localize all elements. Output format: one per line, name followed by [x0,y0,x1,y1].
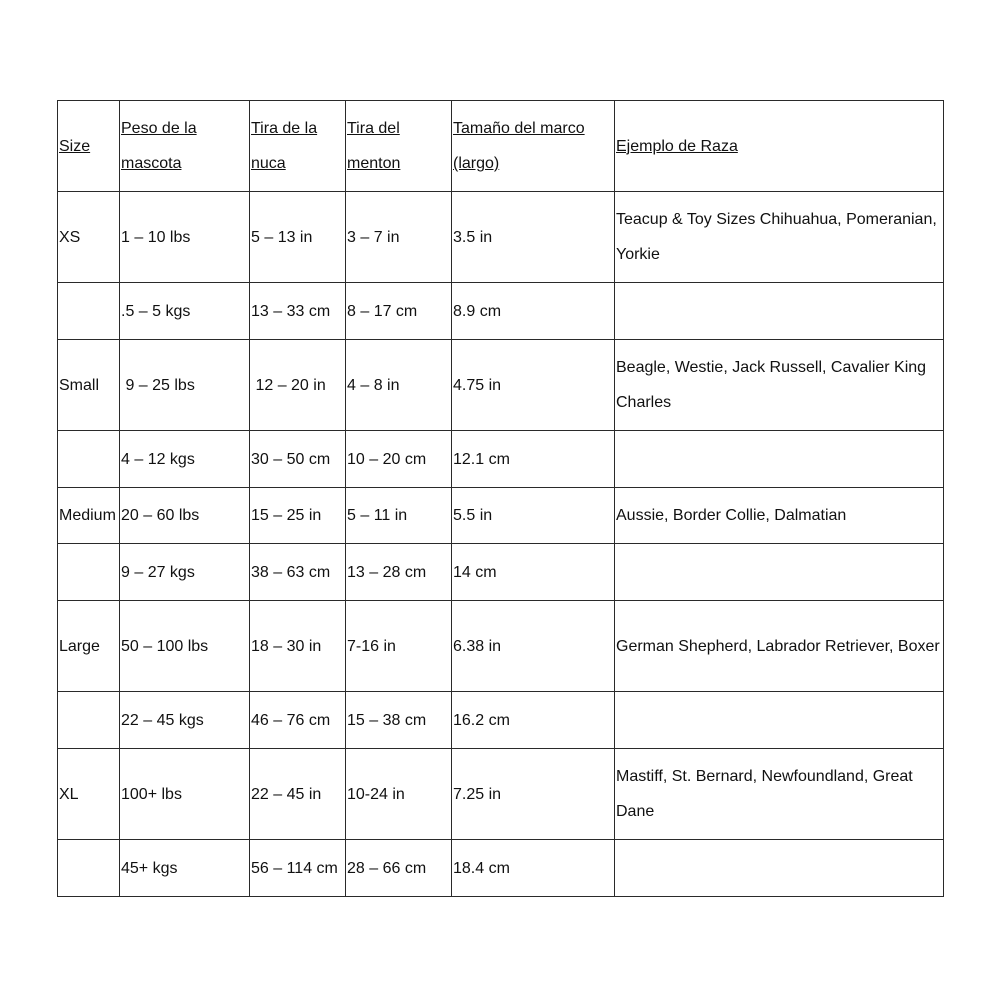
frame-cm-cell: 12.1 cm [452,431,615,488]
header-size: Size [58,101,120,192]
size-cell-empty [58,431,120,488]
nape-cm-cell: 56 – 114 cm [250,840,346,897]
size-cell-empty [58,692,120,749]
nape-cm-cell: 38 – 63 cm [250,544,346,601]
weight-lbs-cell: 1 – 10 lbs [120,192,250,283]
size-chart-table [57,100,944,897]
chin-cm-cell: 10 – 20 cm [346,431,452,488]
header-breed-example: Ejemplo de Raza [615,101,944,192]
header-nape-strap: Tira de la nuca [250,101,346,192]
size-cell: Small [58,340,120,431]
chin-cm-cell: 15 – 38 cm [346,692,452,749]
weight-lbs-cell: 20 – 60 lbs [120,488,250,544]
breeds-cell-empty [615,840,944,897]
weight-lbs-cell: 100+ lbs [120,749,250,840]
nape-in-cell: 15 – 25 in [250,488,346,544]
table-row-metric [58,840,944,897]
table-row-metric [58,692,944,749]
chin-in-cell: 5 – 11 in [346,488,452,544]
breeds-cell-empty [615,544,944,601]
table-row-metric [58,544,944,601]
nape-cm-cell: 30 – 50 cm [250,431,346,488]
table-row [58,601,944,692]
table-row-metric [58,283,944,340]
breeds-cell: Teacup & Toy Sizes Chihuahua, Pomeranian, Yorkie [615,192,944,283]
weight-lbs-cell: 50 – 100 lbs [120,601,250,692]
nape-in-cell: 12 – 20 in [250,340,346,431]
breeds-cell: Aussie, Border Collie, Dalmatian [615,488,944,544]
frame-in-cell: 7.25 in [452,749,615,840]
size-cell-empty [58,840,120,897]
frame-in-cell: 3.5 in [452,192,615,283]
header-pet-weight: Peso de la mascota [120,101,250,192]
breeds-cell-empty [615,692,944,749]
chin-cm-cell: 8 – 17 cm [346,283,452,340]
table-row-metric [58,431,944,488]
chin-in-cell: 7-16 in [346,601,452,692]
breeds-cell: German Shepherd, Labrador Retriever, Boxer [615,601,944,692]
frame-cm-cell: 14 cm [452,544,615,601]
weight-lbs-cell: 9 – 25 lbs [120,340,250,431]
size-cell: XS [58,192,120,283]
nape-in-cell: 18 – 30 in [250,601,346,692]
weight-kg-cell: 4 – 12 kgs [120,431,250,488]
table-row [58,192,944,283]
nape-cm-cell: 13 – 33 cm [250,283,346,340]
header-frame-size: Tamaño del marco (largo) [452,101,615,192]
frame-in-cell: 6.38 in [452,601,615,692]
frame-in-cell: 4.75 in [452,340,615,431]
weight-kg-cell: 22 – 45 kgs [120,692,250,749]
chin-in-cell: 3 – 7 in [346,192,452,283]
table-row [58,749,944,840]
weight-kg-cell: .5 – 5 kgs [120,283,250,340]
size-cell: Large [58,601,120,692]
chin-cm-cell: 13 – 28 cm [346,544,452,601]
frame-cm-cell: 16.2 cm [452,692,615,749]
chin-cm-cell: 28 – 66 cm [346,840,452,897]
weight-kg-cell: 9 – 27 kgs [120,544,250,601]
weight-kg-cell: 45+ kgs [120,840,250,897]
table-row [58,488,944,544]
chin-in-cell: 4 – 8 in [346,340,452,431]
size-cell-empty [58,544,120,601]
table-row [58,340,944,431]
frame-cm-cell: 8.9 cm [452,283,615,340]
chin-in-cell: 10-24 in [346,749,452,840]
frame-cm-cell: 18.4 cm [452,840,615,897]
nape-cm-cell: 46 – 76 cm [250,692,346,749]
breeds-cell: Beagle, Westie, Jack Russell, Cavalier King Charles [615,340,944,431]
nape-in-cell: 22 – 45 in [250,749,346,840]
size-cell: Medium [58,488,120,544]
breeds-cell-empty [615,431,944,488]
frame-in-cell: 5.5 in [452,488,615,544]
header-chin-strap: Tira del menton [346,101,452,192]
header-row [58,101,944,192]
breeds-cell: Mastiff, St. Bernard, Newfoundland, Great Dane [615,749,944,840]
size-cell-empty [58,283,120,340]
breeds-cell-empty [615,283,944,340]
size-cell: XL [58,749,120,840]
nape-in-cell: 5 – 13 in [250,192,346,283]
